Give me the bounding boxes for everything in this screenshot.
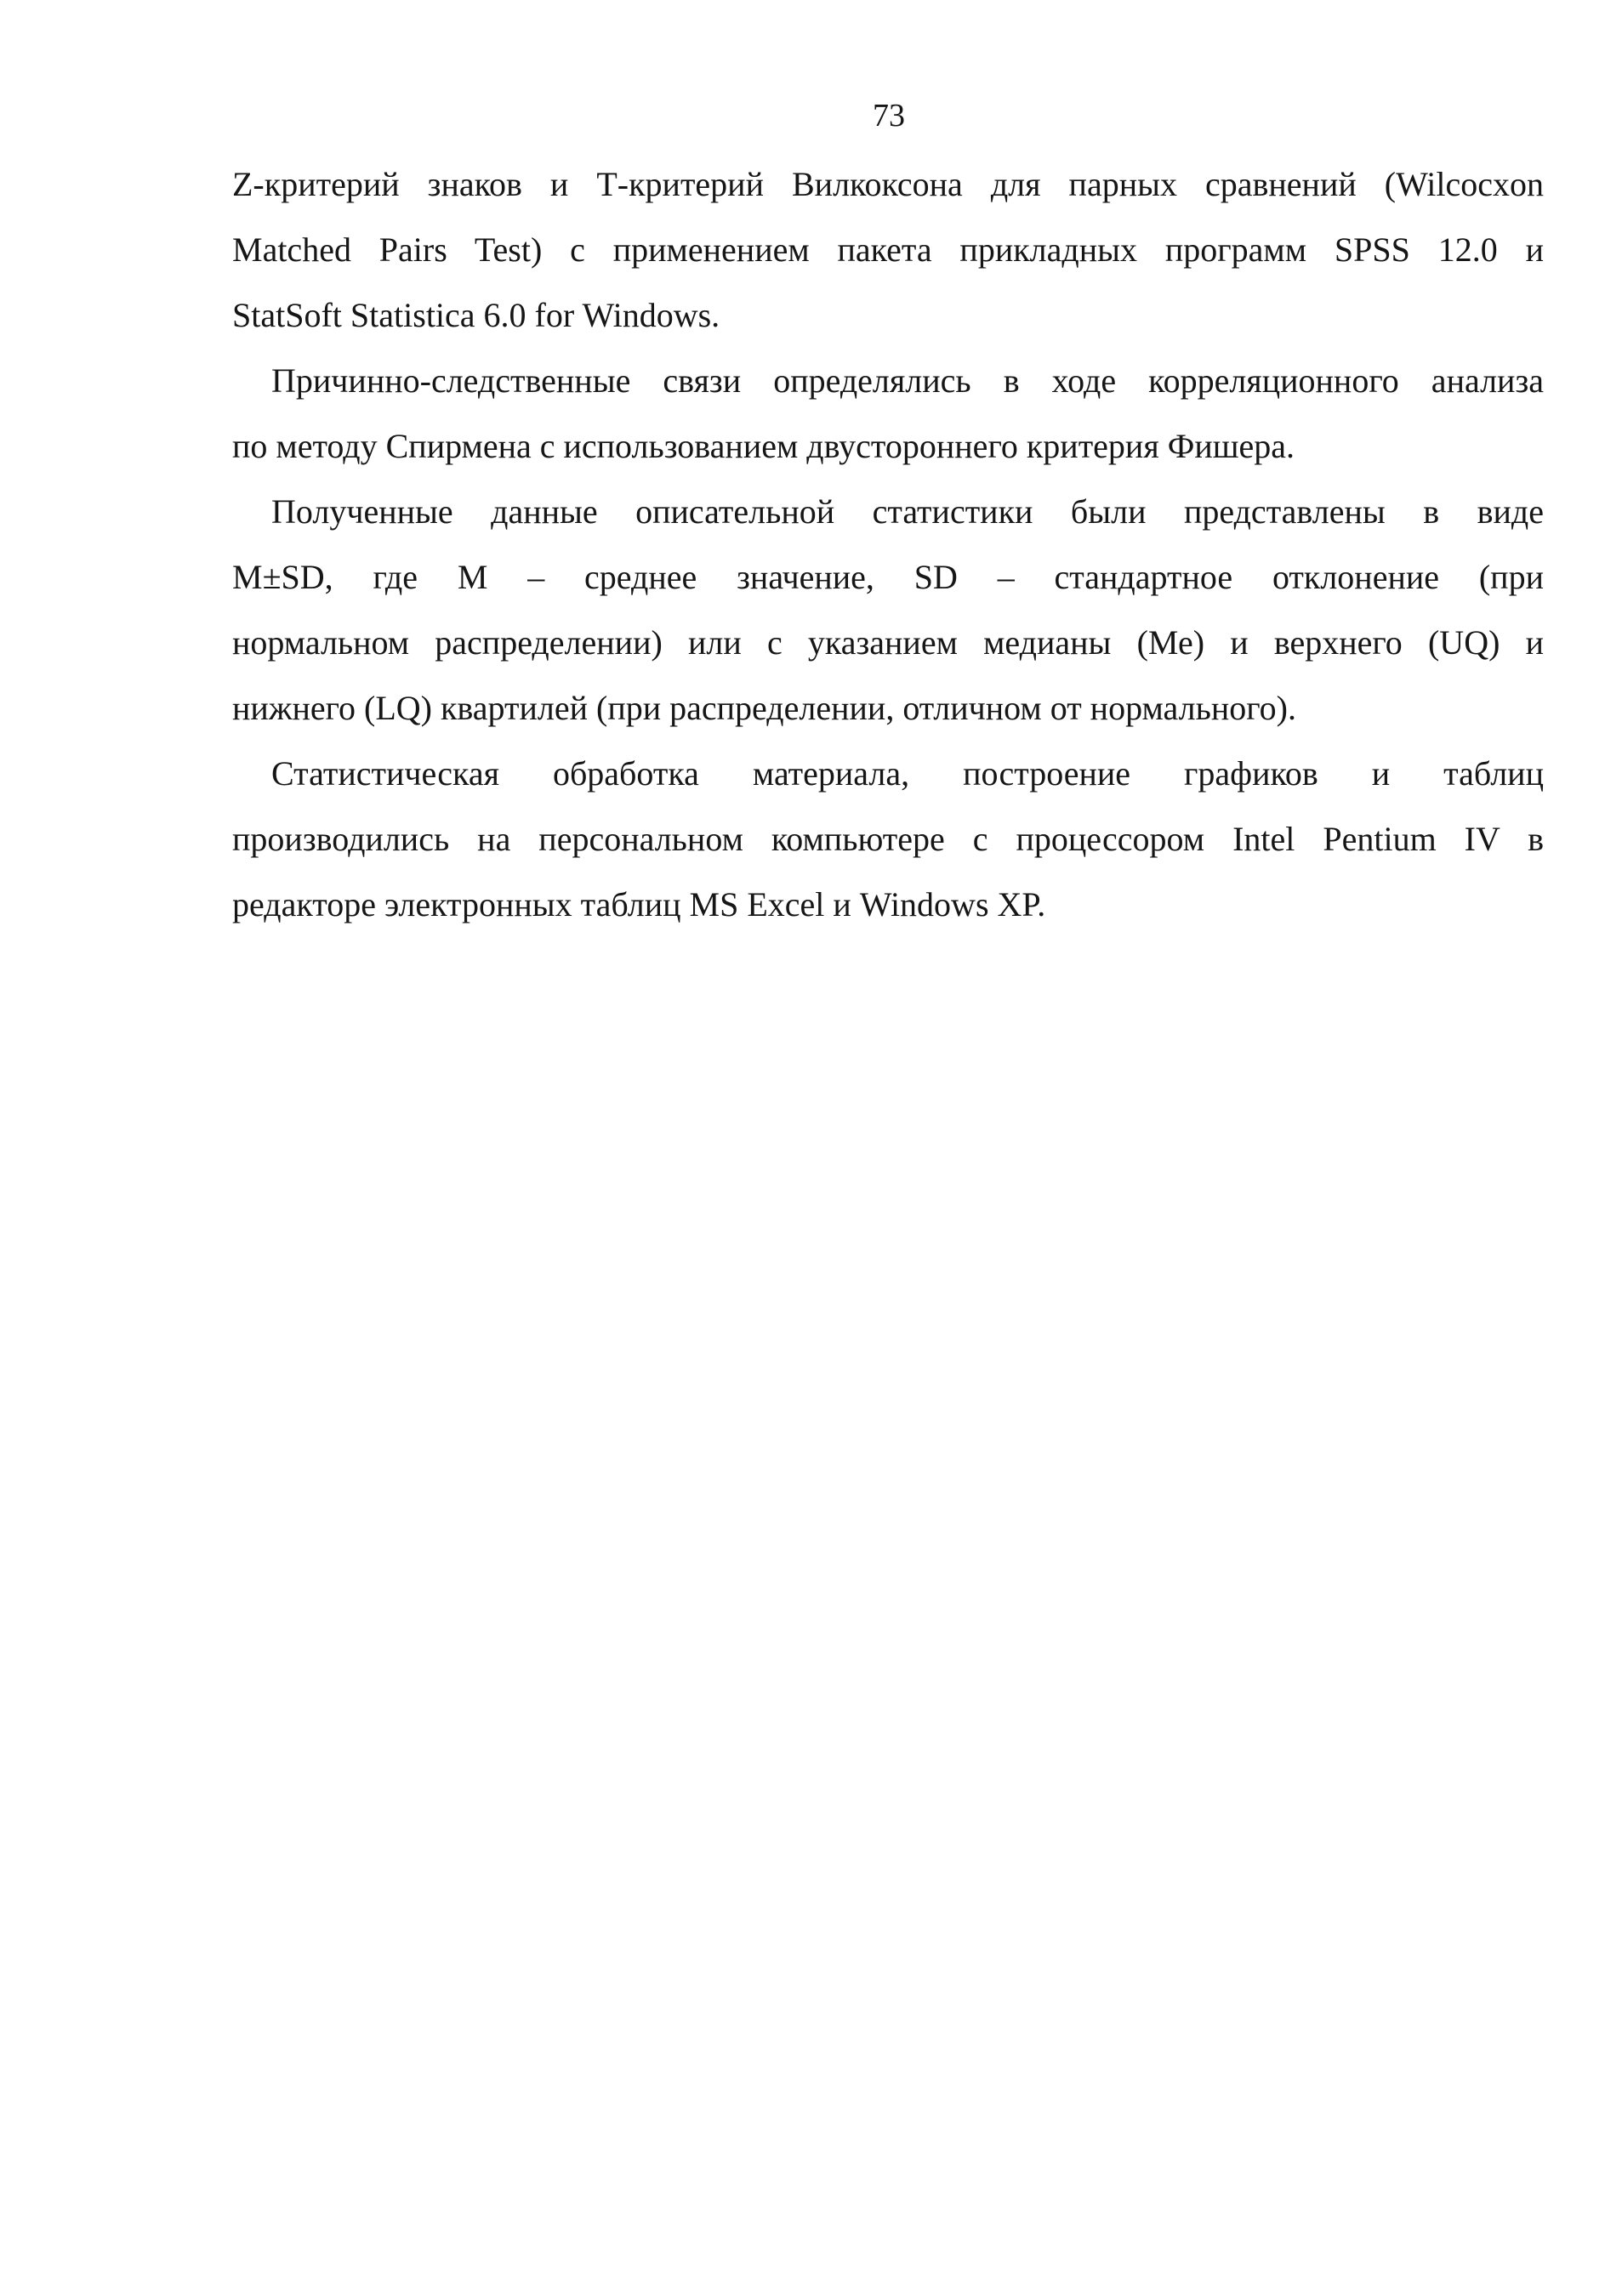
text-line: Matched Pairs Test) с применением пакета прикладных программ SPSS 12.0 и [232,230,1544,269]
page-number: 73 [873,98,905,134]
text-line: по методу Спирмена с использованием двустороннего критерия Фишера. [232,427,1295,465]
text-line: Статистическая обработка материала, построение графиков и таблиц [271,754,1544,793]
text-line: StatSoft Statistica 6.0 for Windows. [232,296,720,334]
text-line: нижнего (LQ) квартилей (при распределении, отличном от нормального). [232,689,1296,727]
text-line: редакторе электронных таблиц MS Excel и Windows XP. [232,885,1046,924]
text-line: нормальном распределении) или с указанием медианы (Ме) и верхнего (UQ) и [232,623,1544,662]
text-line: Причинно-следственные связи определялись в ходе корреляционного анализа [271,361,1544,400]
text-line: производились на персональном компьютере с процессором Intel Pentium IV в [232,820,1544,858]
text-line: Z-критерий знаков и Т-критерий Вилкоксона для парных сравнений (Wilcocxon [232,165,1544,203]
body-text [232,151,1544,937]
text-line: M±SD, где M – среднее значение, SD – стандартное отклонение (при [232,558,1544,596]
text-line: Полученные данные описательной статистики были представлены в виде [271,492,1544,531]
